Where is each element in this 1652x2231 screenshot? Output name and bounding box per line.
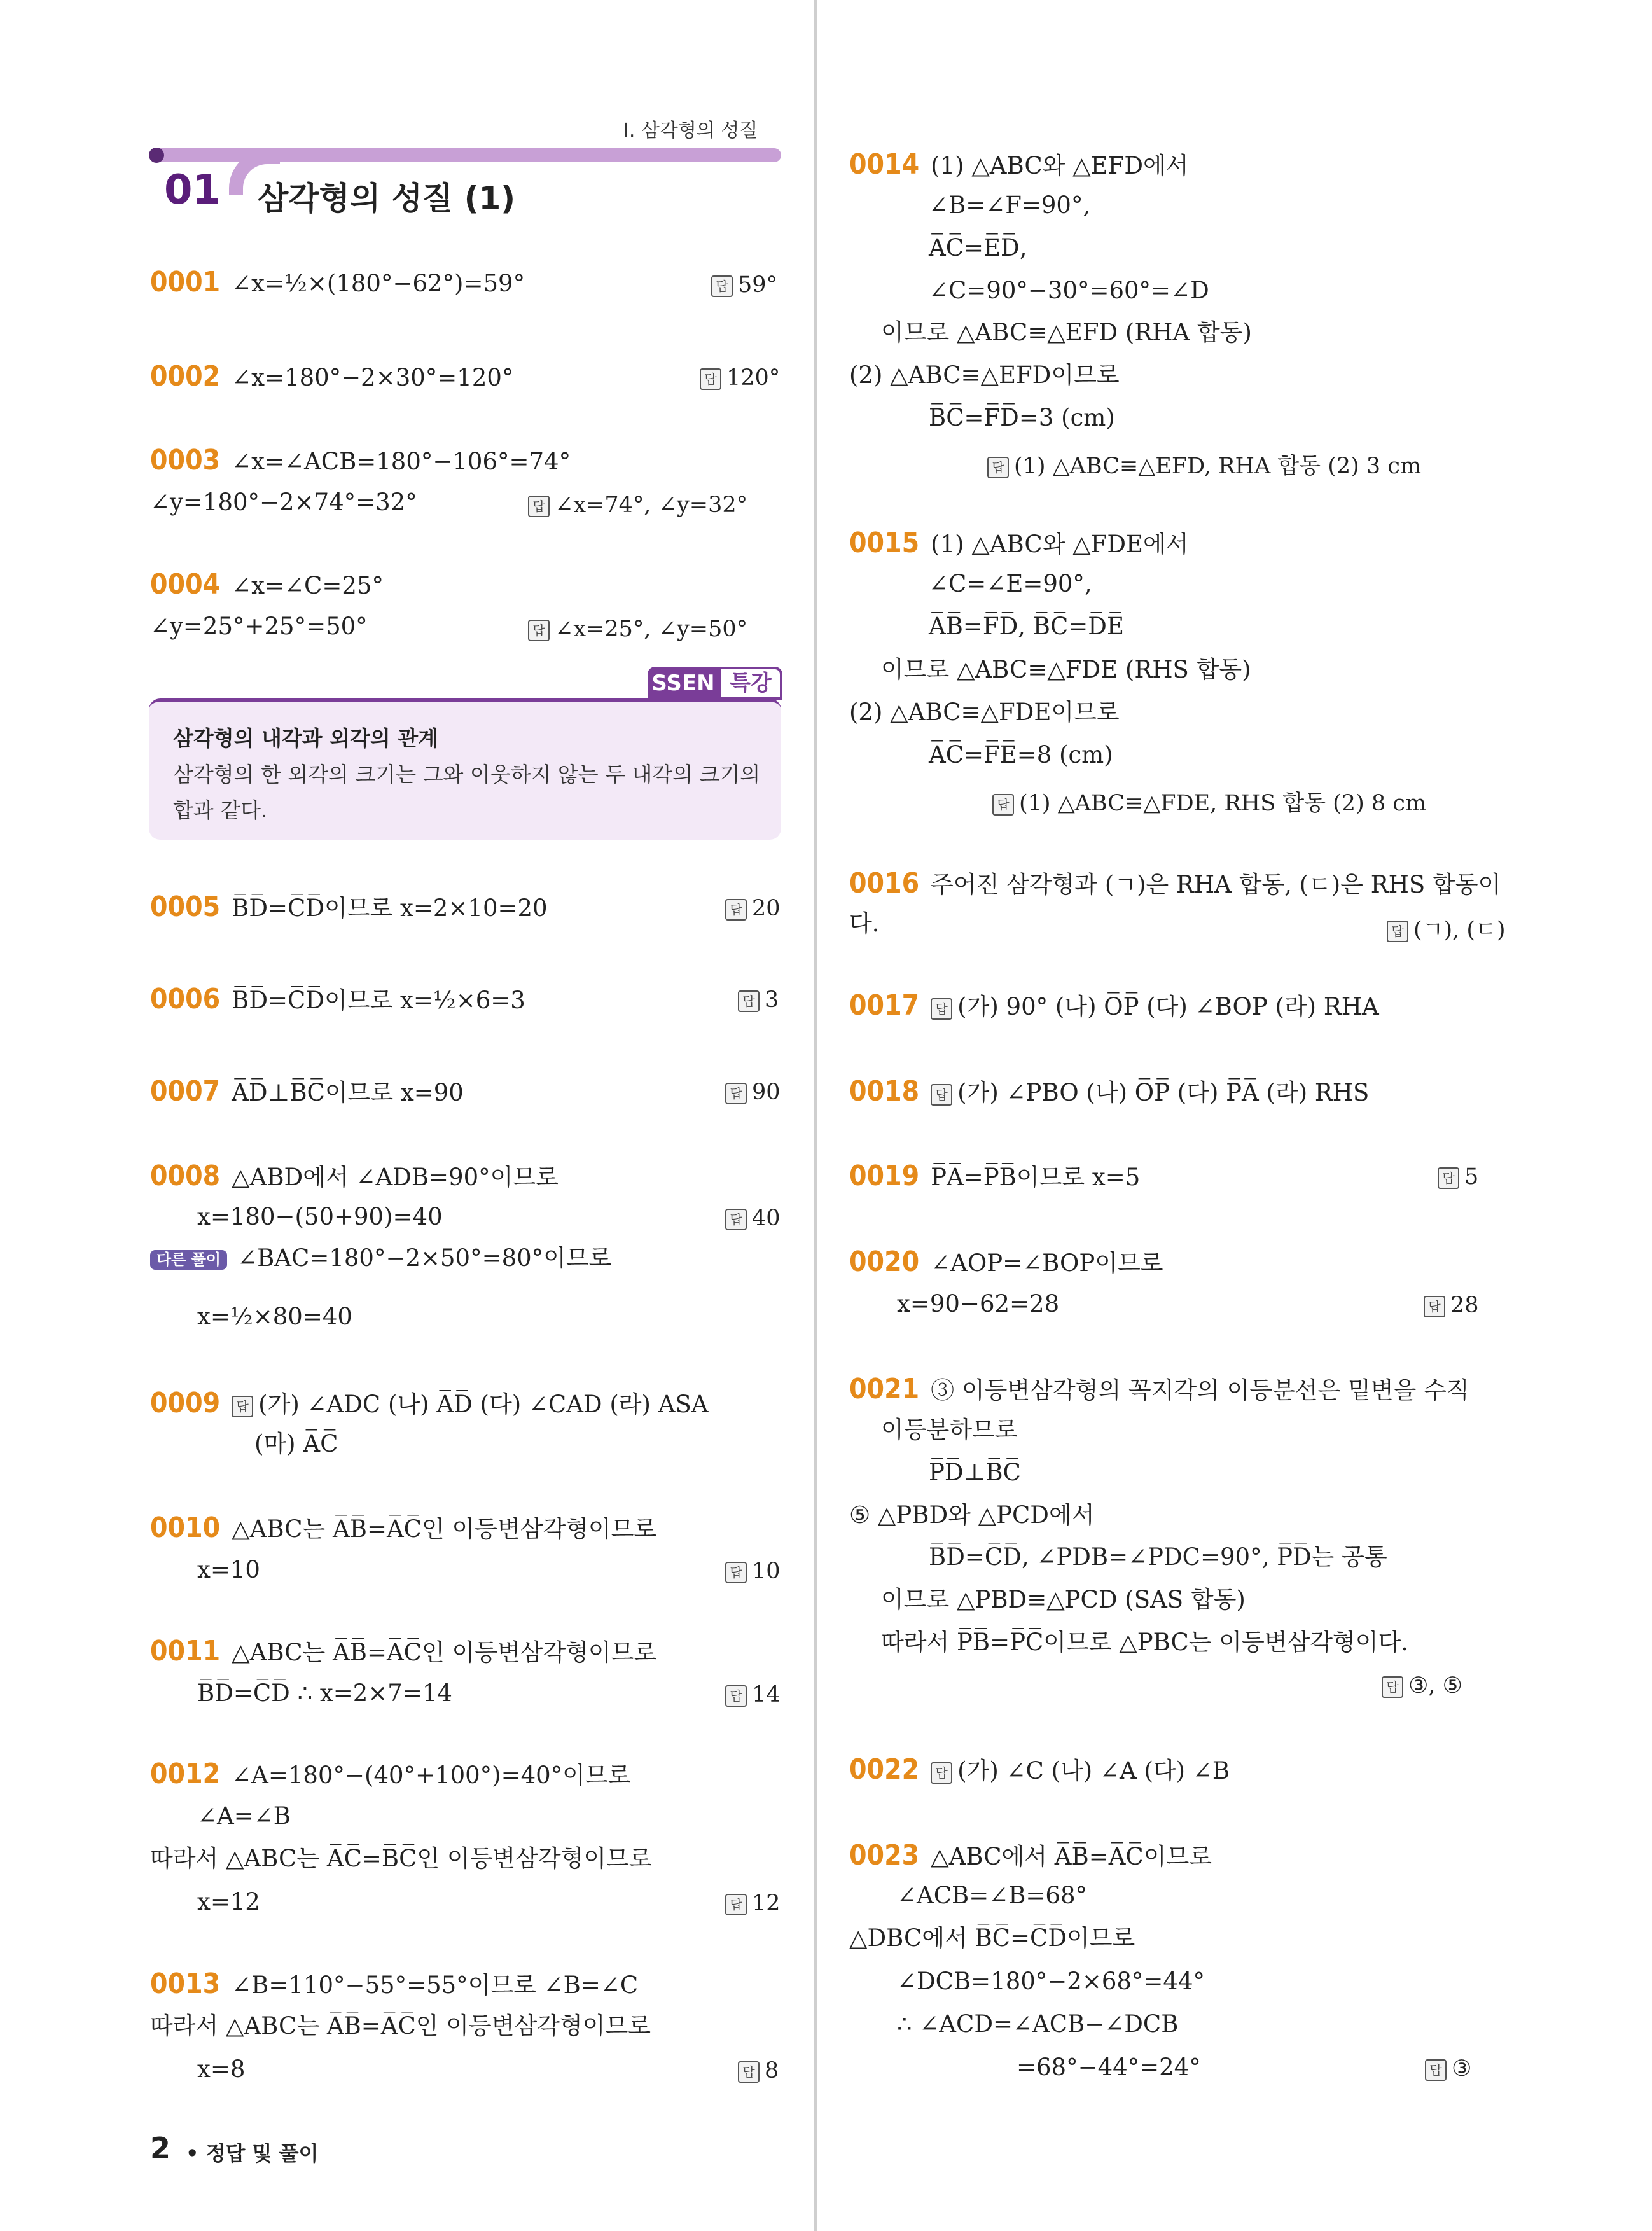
answer-0006: 답 3 <box>738 987 779 1013</box>
answer-icon: 답 <box>1425 2059 1447 2081</box>
problem-0020-line2: x=90−62=28 <box>897 1290 1060 1317</box>
answer-0003: 답 ∠x=74°, ∠y=32° <box>528 492 747 518</box>
problem-0021-line7: 따라서 P̅B̅=P̅C̅이므로 △PBC는 이등변삼각형이다. <box>881 1629 1409 1656</box>
answer-icon: 답 <box>738 2061 760 2083</box>
problem-0021-line6: 이므로 △PBD≡△PCD (SAS 합동) <box>881 1586 1246 1613</box>
answer-0021: 답 ③, ⑤ <box>1382 1673 1462 1699</box>
problem-0021-line4: ⑤ △PBD와 △PCD에서 <box>849 1501 1095 1529</box>
answer-icon: 답 <box>711 275 733 297</box>
answer-0001: 답 59° <box>711 272 777 298</box>
problem-0016-line2: 다. <box>849 910 880 937</box>
answer-0007: 답 90 <box>725 1080 781 1105</box>
problem-0014-line4: ∠C=90°−30°=60°=∠D <box>929 277 1209 304</box>
answer-0002: 답 120° <box>700 365 780 391</box>
answer-0010: 답 10 <box>725 1559 781 1584</box>
problem-0010: 0010 △ABC는 A̅B̅=A̅C̅인 이등변삼각형이므로 <box>150 1512 657 1544</box>
problem-0020: 0020 ∠AOP=∠BOP이므로 <box>849 1246 1163 1278</box>
problem-0011-line2: B̅D̅=C̅D̅ ∴ x=2×7=14 <box>197 1679 452 1707</box>
tip-title: 삼각형의 내각과 외각의 관계 <box>173 726 439 751</box>
answer-0016: 답 (ㄱ), (ㄷ) <box>1387 912 1506 944</box>
answer-0023: 답 ③ <box>1425 2056 1471 2082</box>
problem-0014-line2: ∠B=∠F=90°, <box>929 191 1091 219</box>
problem-0017: 0017 답 (가) 90° (나) O̅P̅ (다) ∠BOP (라) RHA <box>849 989 1379 1022</box>
problem-0023-line4: ∠DCB=180°−2×68°=44° <box>897 1968 1205 1995</box>
alt-solution-0008: 다른 풀이 ∠BAC=180°−2×50°=80°이므로 <box>150 1246 611 1272</box>
answer-icon: 답 <box>232 1396 253 1417</box>
problem-0014-line3: A̅C̅=E̅D̅, <box>929 234 1027 261</box>
problem-0012-line4: x=12 <box>197 1888 260 1915</box>
problem-0007: 0007 A̅D̅⊥B̅C̅이므로 x=90 <box>150 1075 464 1108</box>
problem-0008: 0008 △ABD에서 ∠ADB=90°이므로 <box>150 1160 559 1192</box>
problem-0012-line2: ∠A=∠B <box>197 1802 291 1830</box>
answer-icon: 답 <box>725 899 747 921</box>
answer-0020: 답 28 <box>1424 1293 1479 1318</box>
tip-body-line1: 삼각형의 한 외각의 크기는 그와 이웃하지 않는 두 내각의 크기의 <box>173 762 761 787</box>
problem-0014-line5: 이므로 △ABC≡△EFD (RHA 합동) <box>881 319 1252 346</box>
problem-0003: 0003 ∠x=∠ACB=180°−106°=74° <box>150 444 571 476</box>
answer-0005: 답 20 <box>725 896 781 921</box>
header-bar-dot <box>149 148 164 163</box>
problem-0001: 0001 ∠x=½×(180°−62°)=59° <box>150 266 525 298</box>
tip-badge-lecture: 특강 <box>719 667 782 700</box>
answer-icon: 답 <box>725 1209 747 1230</box>
problem-0013-line3: x=8 <box>197 2055 246 2083</box>
answer-0013: 답 8 <box>738 2058 779 2083</box>
answer-icon: 답 <box>1382 1676 1403 1698</box>
answer-icon: 답 <box>528 620 550 641</box>
problem-0005: 0005 B̅D̅=C̅D̅이므로 x=2×10=20 <box>150 891 548 923</box>
problem-0008-line2: x=180−(50+90)=40 <box>197 1203 443 1230</box>
problem-0015-line4: 이므로 △ABC≡△FDE (RHS 합동) <box>881 656 1251 683</box>
problem-0023-line3: △DBC에서 B̅C̅=C̅D̅이므로 <box>849 1924 1135 1952</box>
problem-0009: 0009 답 (가) ∠ADC (나) A̅D̅ (다) ∠CAD (라) ASA <box>150 1387 709 1419</box>
problem-0023-line2: ∠ACB=∠B=68° <box>897 1882 1087 1909</box>
answer-0004: 답 ∠x=25°, ∠y=50° <box>528 616 747 642</box>
tip-badge-ssen: SSEN <box>648 667 719 700</box>
problem-0009-line2: (마) A̅C̅ <box>254 1430 338 1457</box>
answer-icon: 답 <box>725 1083 747 1104</box>
problem-0021-line5: B̅D̅=C̅D̅, ∠PDB=∠PDC=90°, P̅D̅는 공통 <box>929 1543 1387 1571</box>
problem-0022: 0022 답 (가) ∠C (나) ∠A (다) ∠B <box>849 1753 1230 1786</box>
page-number: 2 <box>150 2131 171 2165</box>
problem-0011: 0011 △ABC는 A̅B̅=A̅C̅인 이등변삼각형이므로 <box>150 1635 657 1667</box>
problem-0023-line5: ∴ ∠ACD=∠ACB−∠DCB <box>897 2010 1179 2038</box>
problem-0003-line2: ∠y=180°−2×74°=32° <box>150 489 417 516</box>
alt-solution-badge: 다른 풀이 <box>150 1250 227 1269</box>
answer-0014: 답 (1) △ABC≡△EFD, RHA 합동 (2) 3 cm <box>987 448 1421 480</box>
answer-icon: 답 <box>931 1084 952 1106</box>
problem-0004: 0004 ∠x=∠C=25° <box>150 568 384 601</box>
answer-icon: 답 <box>1424 1296 1445 1317</box>
answer-icon: 답 <box>992 794 1014 816</box>
problem-0010-line2: x=10 <box>197 1556 260 1583</box>
problem-0012-line3: 따라서 △ABC는 A̅C̅=B̅C̅인 이등변삼각형이므로 <box>150 1845 652 1872</box>
problem-0015-line3: A̅B̅=F̅D̅, B̅C̅=D̅E̅ <box>929 613 1124 640</box>
problem-0006: 0006 B̅D̅=C̅D̅이므로 x=½×6=3 <box>150 983 525 1015</box>
problem-0015-line2: ∠C=∠E=90°, <box>929 570 1092 597</box>
problem-0021: 0021 ③ 이등변삼각형의 꼭지각의 이등분선은 밑변을 수직 <box>849 1373 1469 1405</box>
footer-label: • 정답 및 풀이 <box>186 2141 319 2165</box>
problem-0021-line2: 이등분하므로 <box>881 1416 1018 1443</box>
answer-icon: 답 <box>931 1762 952 1784</box>
problem-0021-line3: P̅D̅⊥B̅C̅ <box>929 1459 1021 1486</box>
problem-0014: 0014 (1) △ABC와 △EFD에서 <box>849 148 1189 181</box>
tip-body <box>173 757 765 828</box>
answer-0012: 답 12 <box>725 1891 781 1916</box>
answer-0015: 답 (1) △ABC≡△FDE, RHS 합동 (2) 8 cm <box>992 786 1426 817</box>
answer-icon: 답 <box>738 990 760 1012</box>
answer-icon: 답 <box>725 1894 747 1915</box>
problem-0014-line7: B̅C̅=F̅D̅=3 (cm) <box>929 404 1115 431</box>
answer-icon: 답 <box>725 1562 747 1583</box>
answer-icon: 답 <box>1438 1167 1459 1189</box>
answer-0008: 답 40 <box>725 1206 781 1231</box>
problem-0002: 0002 ∠x=180°−2×30°=120° <box>150 360 514 393</box>
answer-icon: 답 <box>931 998 952 1020</box>
problem-0023: 0023 △ABC에서 A̅B̅=A̅C̅이므로 <box>849 1839 1212 1872</box>
answer-icon: 답 <box>987 457 1009 478</box>
answer-icon: 답 <box>528 496 550 517</box>
problem-0013: 0013 ∠B=110°−55°=55°이므로 ∠B=∠C <box>150 1968 639 2000</box>
problem-0004-line2: ∠y=25°+25°=50° <box>150 613 368 640</box>
problem-0012: 0012 ∠A=180°−(40°+100°)=40°이므로 <box>150 1758 631 1790</box>
section-number: 01 <box>164 167 221 214</box>
problem-0023-line6: =68°−44°=24° <box>1017 2054 1201 2081</box>
problem-0013-line2: 따라서 △ABC는 A̅B̅=A̅C̅인 이등변삼각형이므로 <box>150 2012 651 2040</box>
problem-0016: 0016 주어진 삼각형과 (ㄱ)은 RHA 합동, (ㄷ)은 RHS 합동이 <box>849 867 1501 900</box>
problem-0015: 0015 (1) △ABC와 △FDE에서 <box>849 527 1189 559</box>
tip-body-line2: 합과 같다. <box>173 798 268 823</box>
chapter-label: Ⅰ. 삼각형의 성질 <box>623 120 758 142</box>
column-divider <box>814 0 817 2231</box>
answer-icon: 답 <box>725 1685 747 1707</box>
problem-0014-line6: (2) △ABC≡△EFD이므로 <box>849 361 1120 389</box>
section-title: 삼각형의 성질 (1) <box>258 180 516 217</box>
problem-0019: 0019 P̅A̅=P̅B̅이므로 x=5 <box>849 1160 1141 1192</box>
problem-0015-line5: (2) △ABC≡△FDE이므로 <box>849 698 1120 726</box>
problem-0018: 0018 답 (가) ∠PBO (나) O̅P̅ (다) P̅A̅ (라) RHS <box>849 1075 1370 1108</box>
answer-0011: 답 14 <box>725 1682 781 1707</box>
problem-0015-line6: A̅C̅=F̅E̅=8 (cm) <box>929 741 1113 768</box>
answer-0019: 답 5 <box>1438 1164 1478 1190</box>
answer-icon: 답 <box>1387 921 1408 942</box>
alt-solution-0008-line2: x=½×80=40 <box>197 1303 352 1330</box>
answer-icon: 답 <box>700 368 721 390</box>
